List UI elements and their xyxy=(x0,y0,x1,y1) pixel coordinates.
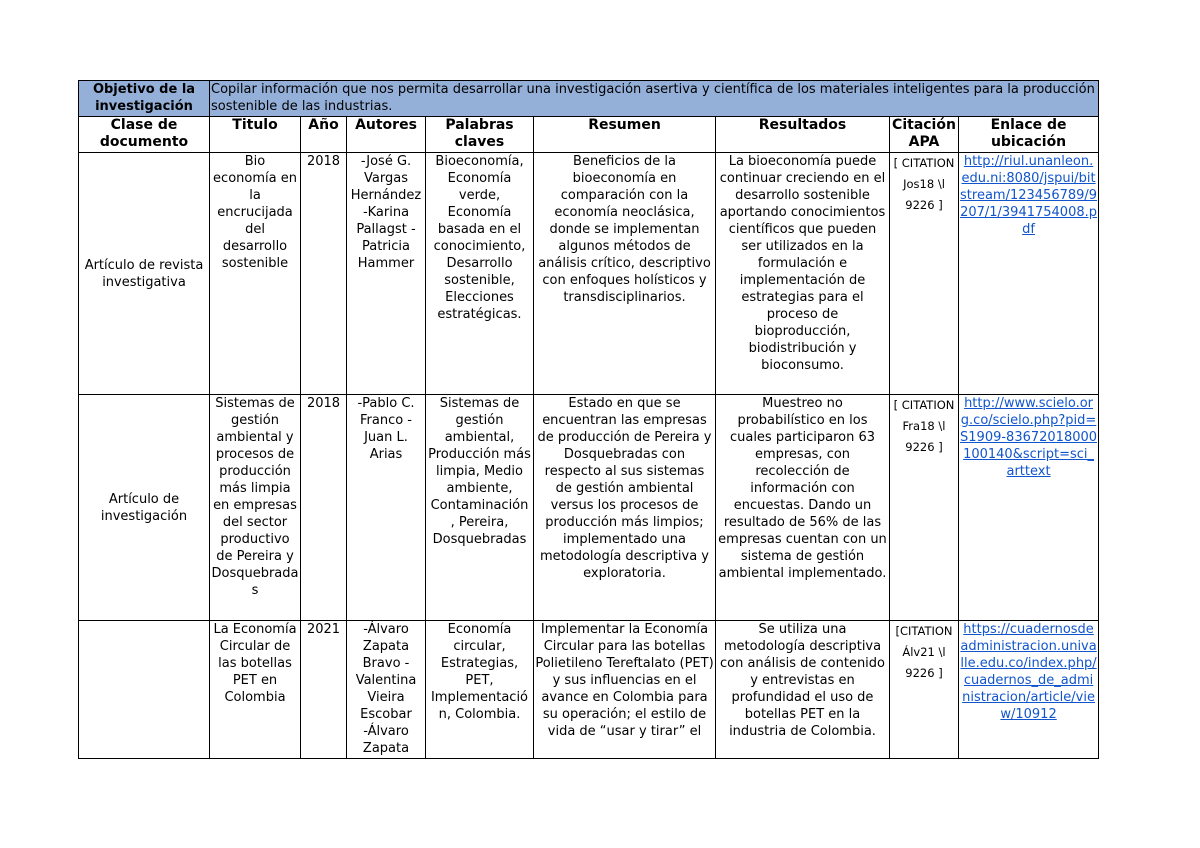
cell-resumen: Beneficios de la bioeconomía en comparación con la economía neoclásica, donde se implementan algunos métodos de análisis crítico, descriptivo con enfoques holísticos y transdisciplinarios. xyxy=(534,153,716,395)
cell-resultados: La bioeconomía puede continuar creciendo en el desarrollo sostenible aportando conocimientos científicos que pueden ser utilizados en la formulación e implementación de estrategias para el proceso de bioproducción, biodistribución y bioconsumo. xyxy=(716,153,890,395)
cell-clase: Artículo de revista investigativa xyxy=(79,153,210,395)
cell-resumen: Implementar la Economía Circular para las botellas Polietileno Tereftalato (PET) y sus influencias en el avance en Colombia para su operación; el estilo de vida de “usar y tirar” el xyxy=(534,621,716,759)
header-row xyxy=(79,117,1099,153)
cell-citacion: [ CITATION Jos18 \l 9226 ] xyxy=(890,153,959,395)
cell-resultados: Muestreo no probabilístico en los cuales participaron 63 empresas, con recolección de información con encuestas. Dando un resultado de 56% de las empresas cuentan con un sistema de gestión ambiental implementado. xyxy=(716,395,890,621)
cell-citacion: [CITATION Álv21 \l 9226 ] xyxy=(890,621,959,759)
cell-palabras: Economía circular, Estrategias, PET, Implementación, Colombia. xyxy=(426,621,534,759)
table-row xyxy=(79,153,1099,395)
cell-enlace-link[interactable]: http://riul.unanleon.edu.ni:8080/jspui/bitstream/123456789/9207/1/3941754008.pdf xyxy=(959,153,1099,395)
cell-palabras: Bioeconomía, Economía verde, Economía basada en el conocimiento, Desarrollo sostenible, Elecciones estratégicas. xyxy=(426,153,534,395)
col-header-enlace: Enlace de ubicación xyxy=(959,117,1099,153)
objective-row xyxy=(79,81,1099,117)
cell-titulo: Bio economía en la encrucijada del desarrollo sostenible xyxy=(210,153,301,395)
cell-autores: -Álvaro Zapata Bravo -Valentina Vieira Escobar -Álvaro Zapata xyxy=(347,621,426,759)
col-header-autores: Autores xyxy=(347,117,426,153)
cell-anio: 2018 xyxy=(301,395,347,621)
col-header-clase: Clase de documento xyxy=(79,117,210,153)
col-header-anio: Año xyxy=(301,117,347,153)
cell-resultados: Se utiliza una metodología descriptiva con análisis de contenido y entrevistas en profundidad el uso de botellas PET en la industria de Colombia. xyxy=(716,621,890,759)
cell-autores: -Pablo C. Franco -Juan L. Arias xyxy=(347,395,426,621)
cell-enlace-link[interactable]: https://cuadernosdeadministracion.univalle.edu.co/index.php/cuadernos_de_administracion/article/view/10912 xyxy=(959,621,1099,759)
cell-clase xyxy=(79,621,210,759)
table-row xyxy=(79,621,1099,759)
col-header-palabras: Palabras claves xyxy=(426,117,534,153)
cell-titulo: La Economía Circular de las botellas PET en Colombia xyxy=(210,621,301,759)
cell-titulo: Sistemas de gestión ambiental y procesos de producción más limpia en empresas del sector productivo de Pereira y Dosquebradas xyxy=(210,395,301,621)
cell-resumen: Estado en que se encuentran las empresas de producción de Pereira y Dosquebradas con respecto al sus sistemas de gestión ambiental versus los procesos de producción más limpios; implementado una metodología descriptiva y exploratoria. xyxy=(534,395,716,621)
col-header-resultados: Resultados xyxy=(716,117,890,153)
cell-enlace-link[interactable]: http://www.scielo.org.co/scielo.php?pid=S1909-83672018000100140&script=sci_arttext xyxy=(959,395,1099,621)
col-header-resumen: Resumen xyxy=(534,117,716,153)
cell-anio: 2021 xyxy=(301,621,347,759)
cell-autores: -José G. Vargas Hernández -Karina Pallagst -Patricia Hammer xyxy=(347,153,426,395)
col-header-citacion: Citación APA xyxy=(890,117,959,153)
objective-label: Objetivo de la investigación xyxy=(79,81,210,117)
objective-text: Copilar información que nos permita desarrollar una investigación asertiva y científica de los materiales inteligentes para la producción sostenible de las industrias. xyxy=(210,81,1099,117)
cell-clase: Artículo de investigación xyxy=(79,395,210,621)
research-matrix-table xyxy=(78,80,1099,759)
cell-citacion: [ CITATION Fra18 \l 9226 ] xyxy=(890,395,959,621)
table-row xyxy=(79,395,1099,621)
cell-anio: 2018 xyxy=(301,153,347,395)
cell-palabras: Sistemas de gestión ambiental, Producción más limpia, Medio ambiente, Contaminación , Pereira, Dosquebradas xyxy=(426,395,534,621)
col-header-titulo: Titulo xyxy=(210,117,301,153)
